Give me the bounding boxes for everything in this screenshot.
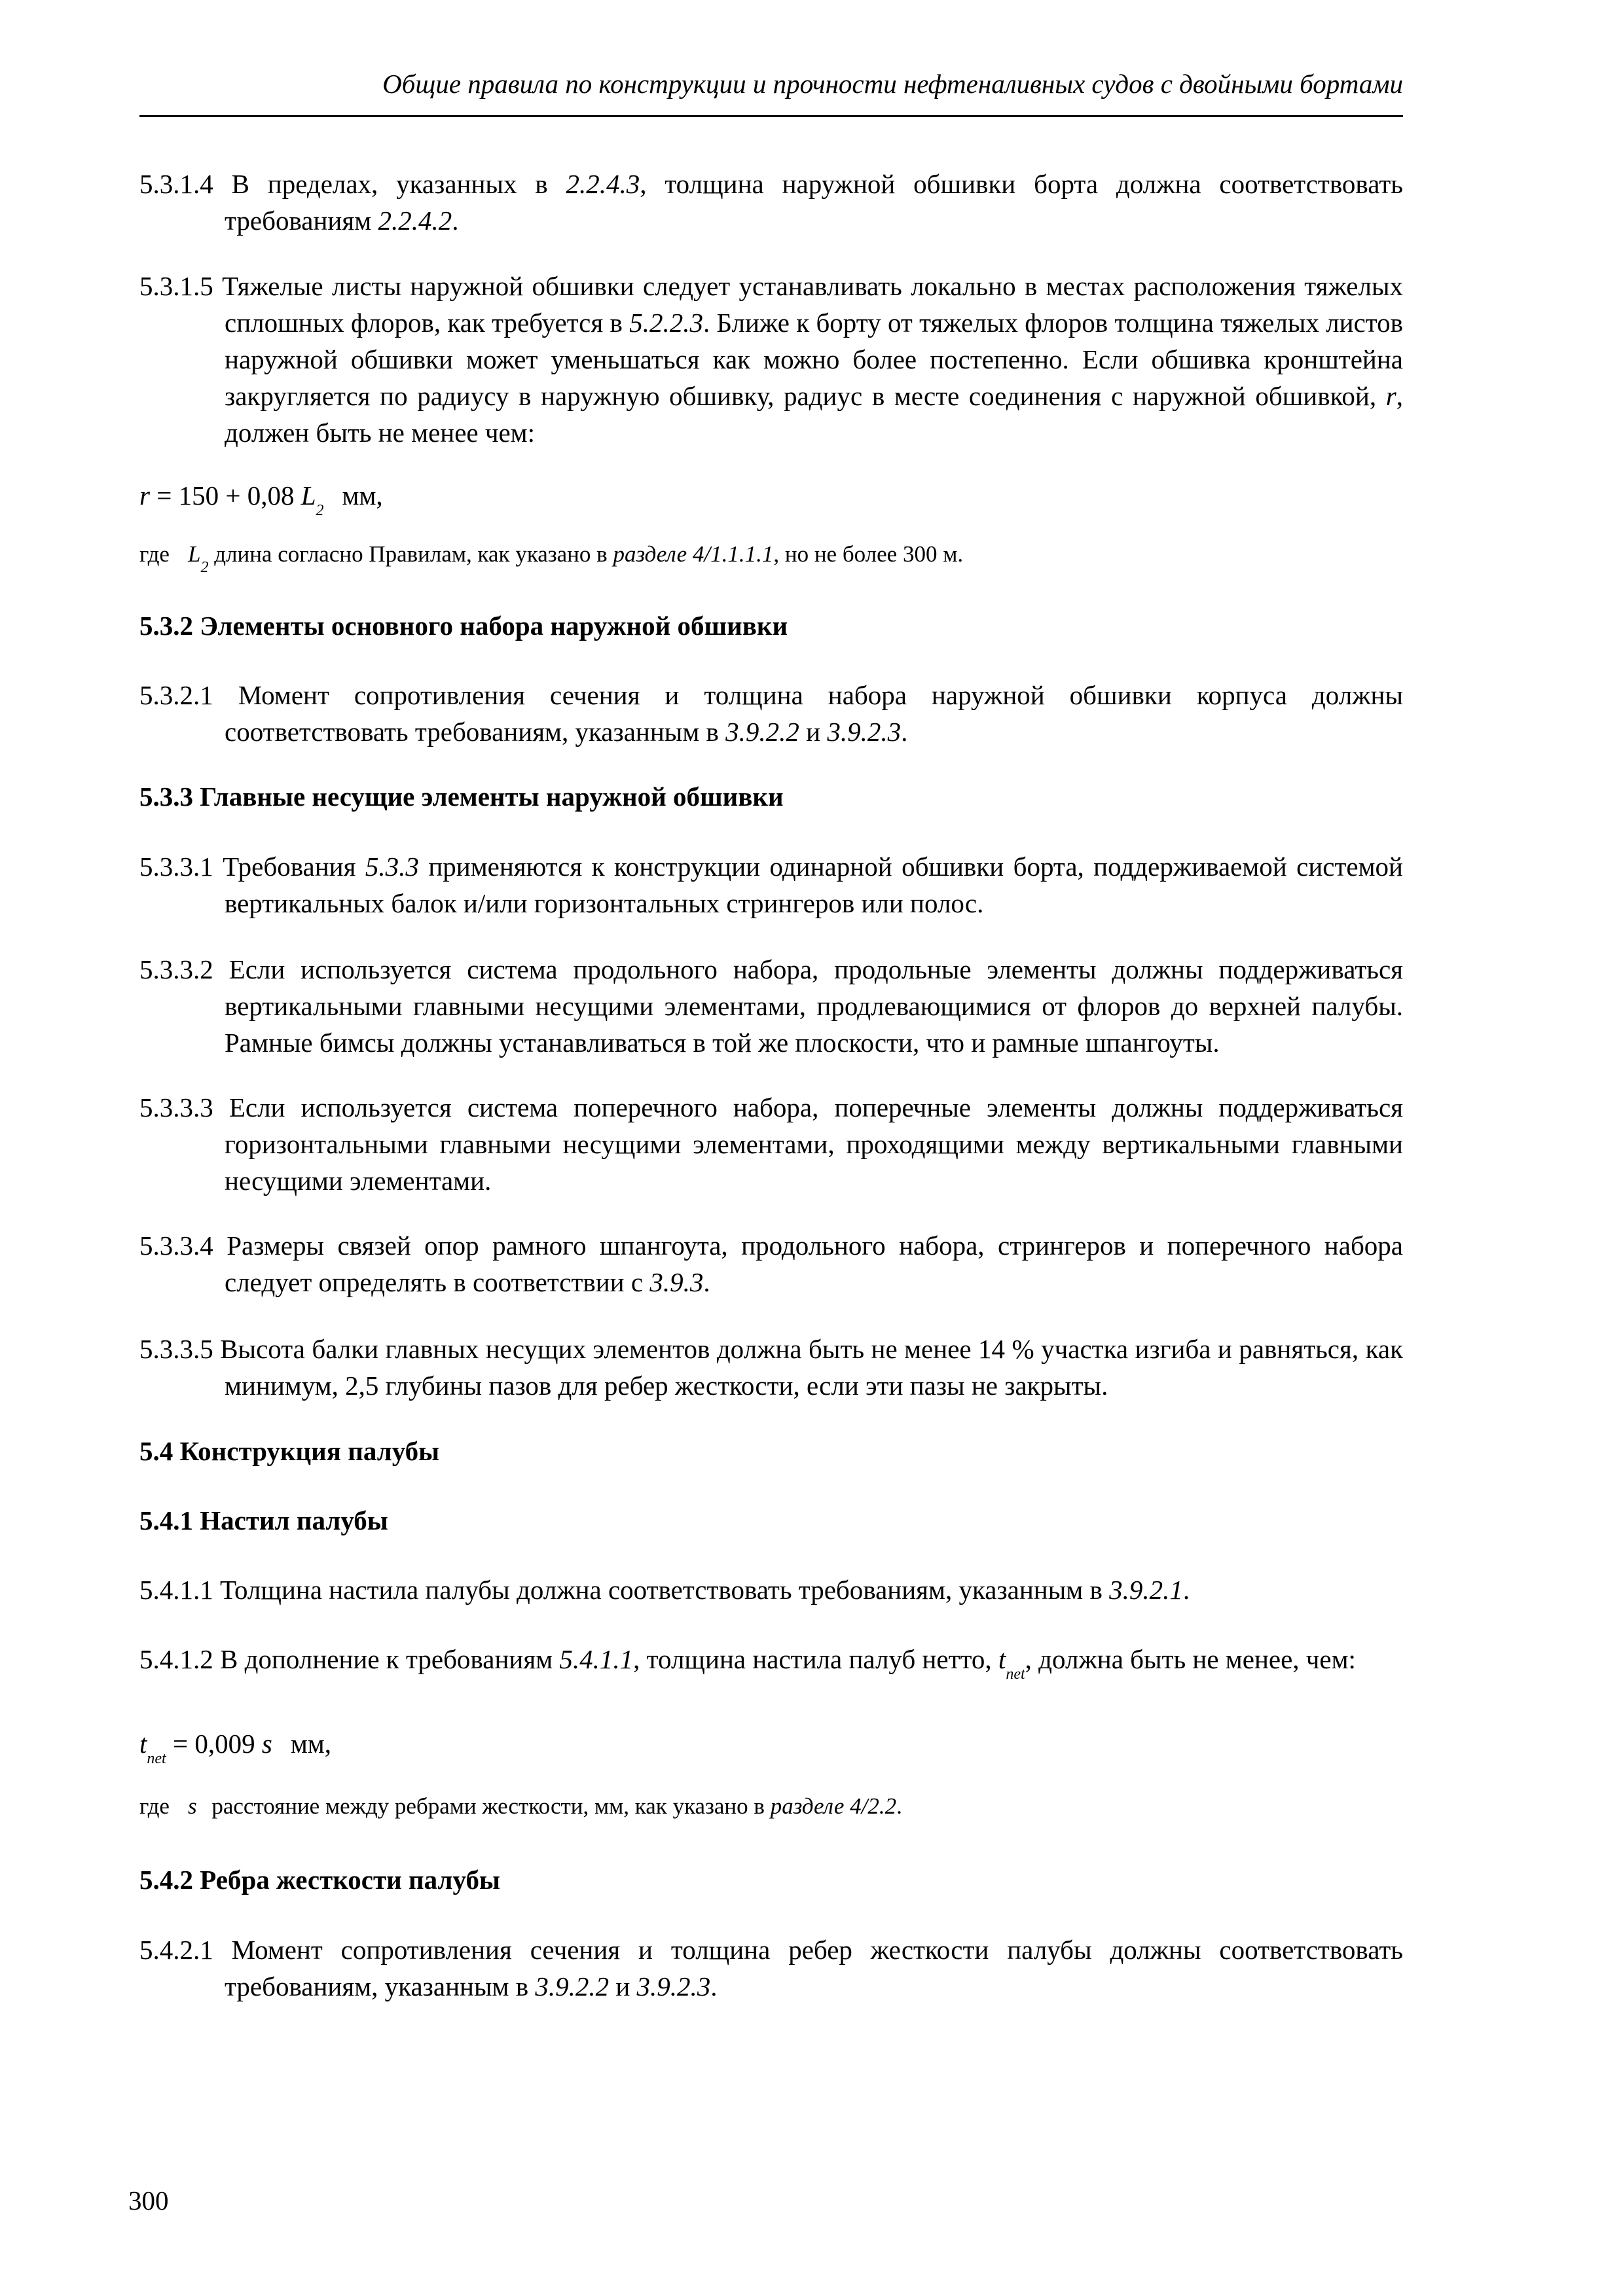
clause-number: 5.4.1.1 <box>139 1575 213 1605</box>
reference: 2.2.4.2 <box>378 206 452 236</box>
paragraph-5-3-3-4: 5.3.3.4 Размеры связей опор рамного шпангоута, продольного набора, стрингеров и поперечного набора следует определять в соответствии с 3.9.3. <box>139 1230 1403 1297</box>
clause-number: 5.3.3.1 <box>139 852 213 882</box>
formula-thickness: $t_{net} = 0,009$ s мм, <box>139 1729 331 1767</box>
formula-legend-radius: где $L_2$ длина согласно Правилам, как указано в разделе 4/1.1.1.1, но не более 300 м. <box>139 541 964 576</box>
reference: 5.3.3 <box>365 852 419 882</box>
clause-number: 5.4.1.2 <box>139 1644 213 1674</box>
reference: 5.4.1.1 <box>559 1644 634 1674</box>
section-heading-5-4: 5.4 Конструкция палубы <box>139 1436 440 1466</box>
reference: 3.9.2.3 <box>636 1971 711 2001</box>
reference: 3.9.3 <box>649 1267 704 1297</box>
section-heading-5-4-1: 5.4.1 Настил палубы <box>139 1505 388 1535</box>
formula-radius: r = 150 + 0,08 $L_2$ мм, <box>139 480 383 519</box>
clause-number: 5.3.3.5 <box>139 1334 213 1364</box>
clause-number: 5.3.3.3 <box>139 1092 213 1122</box>
reference: 3.9.2.1 <box>1109 1575 1183 1605</box>
clause-number: 5.3.3.2 <box>139 954 213 984</box>
clause-number: 5.3.2.1 <box>139 680 213 710</box>
variable: t <box>998 1644 1006 1674</box>
reference: 5.2.2.3 <box>629 308 703 338</box>
page-number: 300 <box>128 2185 169 2215</box>
running-header: Общие правила по конструкции и прочности нефтеналивных судов с двойными бортами <box>382 69 1403 99</box>
formula-legend-thickness: где s расстояние между ребрами жесткости, мм, как указано в разделе 4/2.2. <box>139 1793 902 1819</box>
reference: 2.2.4.3 <box>566 169 640 199</box>
paragraph-5-3-3-2: 5.3.3.2 Если используется система продольного набора, продольные элементы должны поддерживаться вертикальными главными несущими элементами, продлевающимися от флоров до верхней палубы. Рамные бимсы должны устанавливаться в той же плоскости, что и рамные шпангоуты. <box>139 954 1403 1058</box>
reference: разделе 4/2.2 <box>770 1793 897 1819</box>
paragraph-5-3-1-5: 5.3.1.5 Тяжелые листы наружной обшивки следует устанавливать локально в местах расположения тяжелых сплошных флоров, как требуется в 5.2.2.3. Ближе к борту от тяжелых флоров толщина тяжелых листов наружной обшивки может уменьшаться как можно более постепенно. Если обшивка кронштейна закругляется по радиусу в наружную обшивку, радиус в месте соединения с наружной обшивкой, r, должен быть не менее чем: <box>139 271 1404 448</box>
reference: разделе 4/1.1.1.1 <box>613 541 774 567</box>
paragraph-5-4-2-1: 5.4.2.1 Момент сопротивления сечения и толщина ребер жесткости палубы должны соответствовать требованиям, указанным в 3.9.2.2 и 3.9.2.3. <box>139 1935 1403 2001</box>
section-heading-5-4-2: 5.4.2 Ребра жесткости палубы <box>139 1865 500 1895</box>
paragraph-5-3-2-1: 5.3.2.1 Момент сопротивления сечения и толщина набора наружной обшивки корпуса должны соответствовать требованиям, указанным в 3.9.2.2 и 3.9.2.3. <box>139 680 1403 747</box>
section-heading-5-3-2: 5.3.2 Элементы основного набора наружной обшивки <box>139 611 788 641</box>
reference: 3.9.2.2 <box>535 1971 610 2001</box>
paragraph-5-3-3-5: 5.3.3.5 Высота балки главных несущих элементов должна быть не менее 14 % участка изгиба и равняться, как минимум, 2,5 глубины пазов для ребер жесткости, если эти пазы не закрыты. <box>139 1334 1403 1401</box>
variable: r <box>1385 381 1396 411</box>
clause-number: 5.3.1.5 <box>139 271 213 301</box>
reference: 3.9.2.2 <box>725 717 799 747</box>
section-heading-5-3-3: 5.3.3 Главные несущие элементы наружной обшивки <box>139 781 784 812</box>
clause-number: 5.3.1.4 <box>139 169 213 199</box>
clause-number: 5.3.3.4 <box>139 1230 213 1261</box>
paragraph-5-3-3-3: 5.3.3.3 Если используется система поперечного набора, поперечные элементы должны поддерживаться горизонтальными главными несущими элементами, проходящими между вертикальными главными несущими элементами. <box>139 1092 1403 1196</box>
header-rule <box>139 115 1403 117</box>
paragraph-5-4-1-1: 5.4.1.1 Толщина настила палубы должна соответствовать требованиям, указанным в 3.9.2.1. <box>139 1575 1190 1605</box>
paragraph-5-3-1-4: 5.3.1.4 В пределах, указанных в 2.2.4.3, толщина наружной обшивки борта должна соответствовать требованиям 2.2.4.2. <box>139 169 1403 236</box>
paragraph-5-3-3-1: 5.3.3.1 Требования 5.3.3 применяются к конструкции одинарной обшивки борта, поддерживаемой системой вертикальных балок и/или горизонтальных стрингеров или полос. <box>139 852 1403 918</box>
paragraph-5-4-1-2: 5.4.1.2 В дополнение к требованиям 5.4.1.1, толщина настила палуб нетто, $t_{net}$, должна быть не менее, чем: <box>139 1644 1356 1683</box>
clause-number: 5.4.2.1 <box>139 1935 213 1965</box>
reference: 3.9.2.3 <box>827 717 902 747</box>
